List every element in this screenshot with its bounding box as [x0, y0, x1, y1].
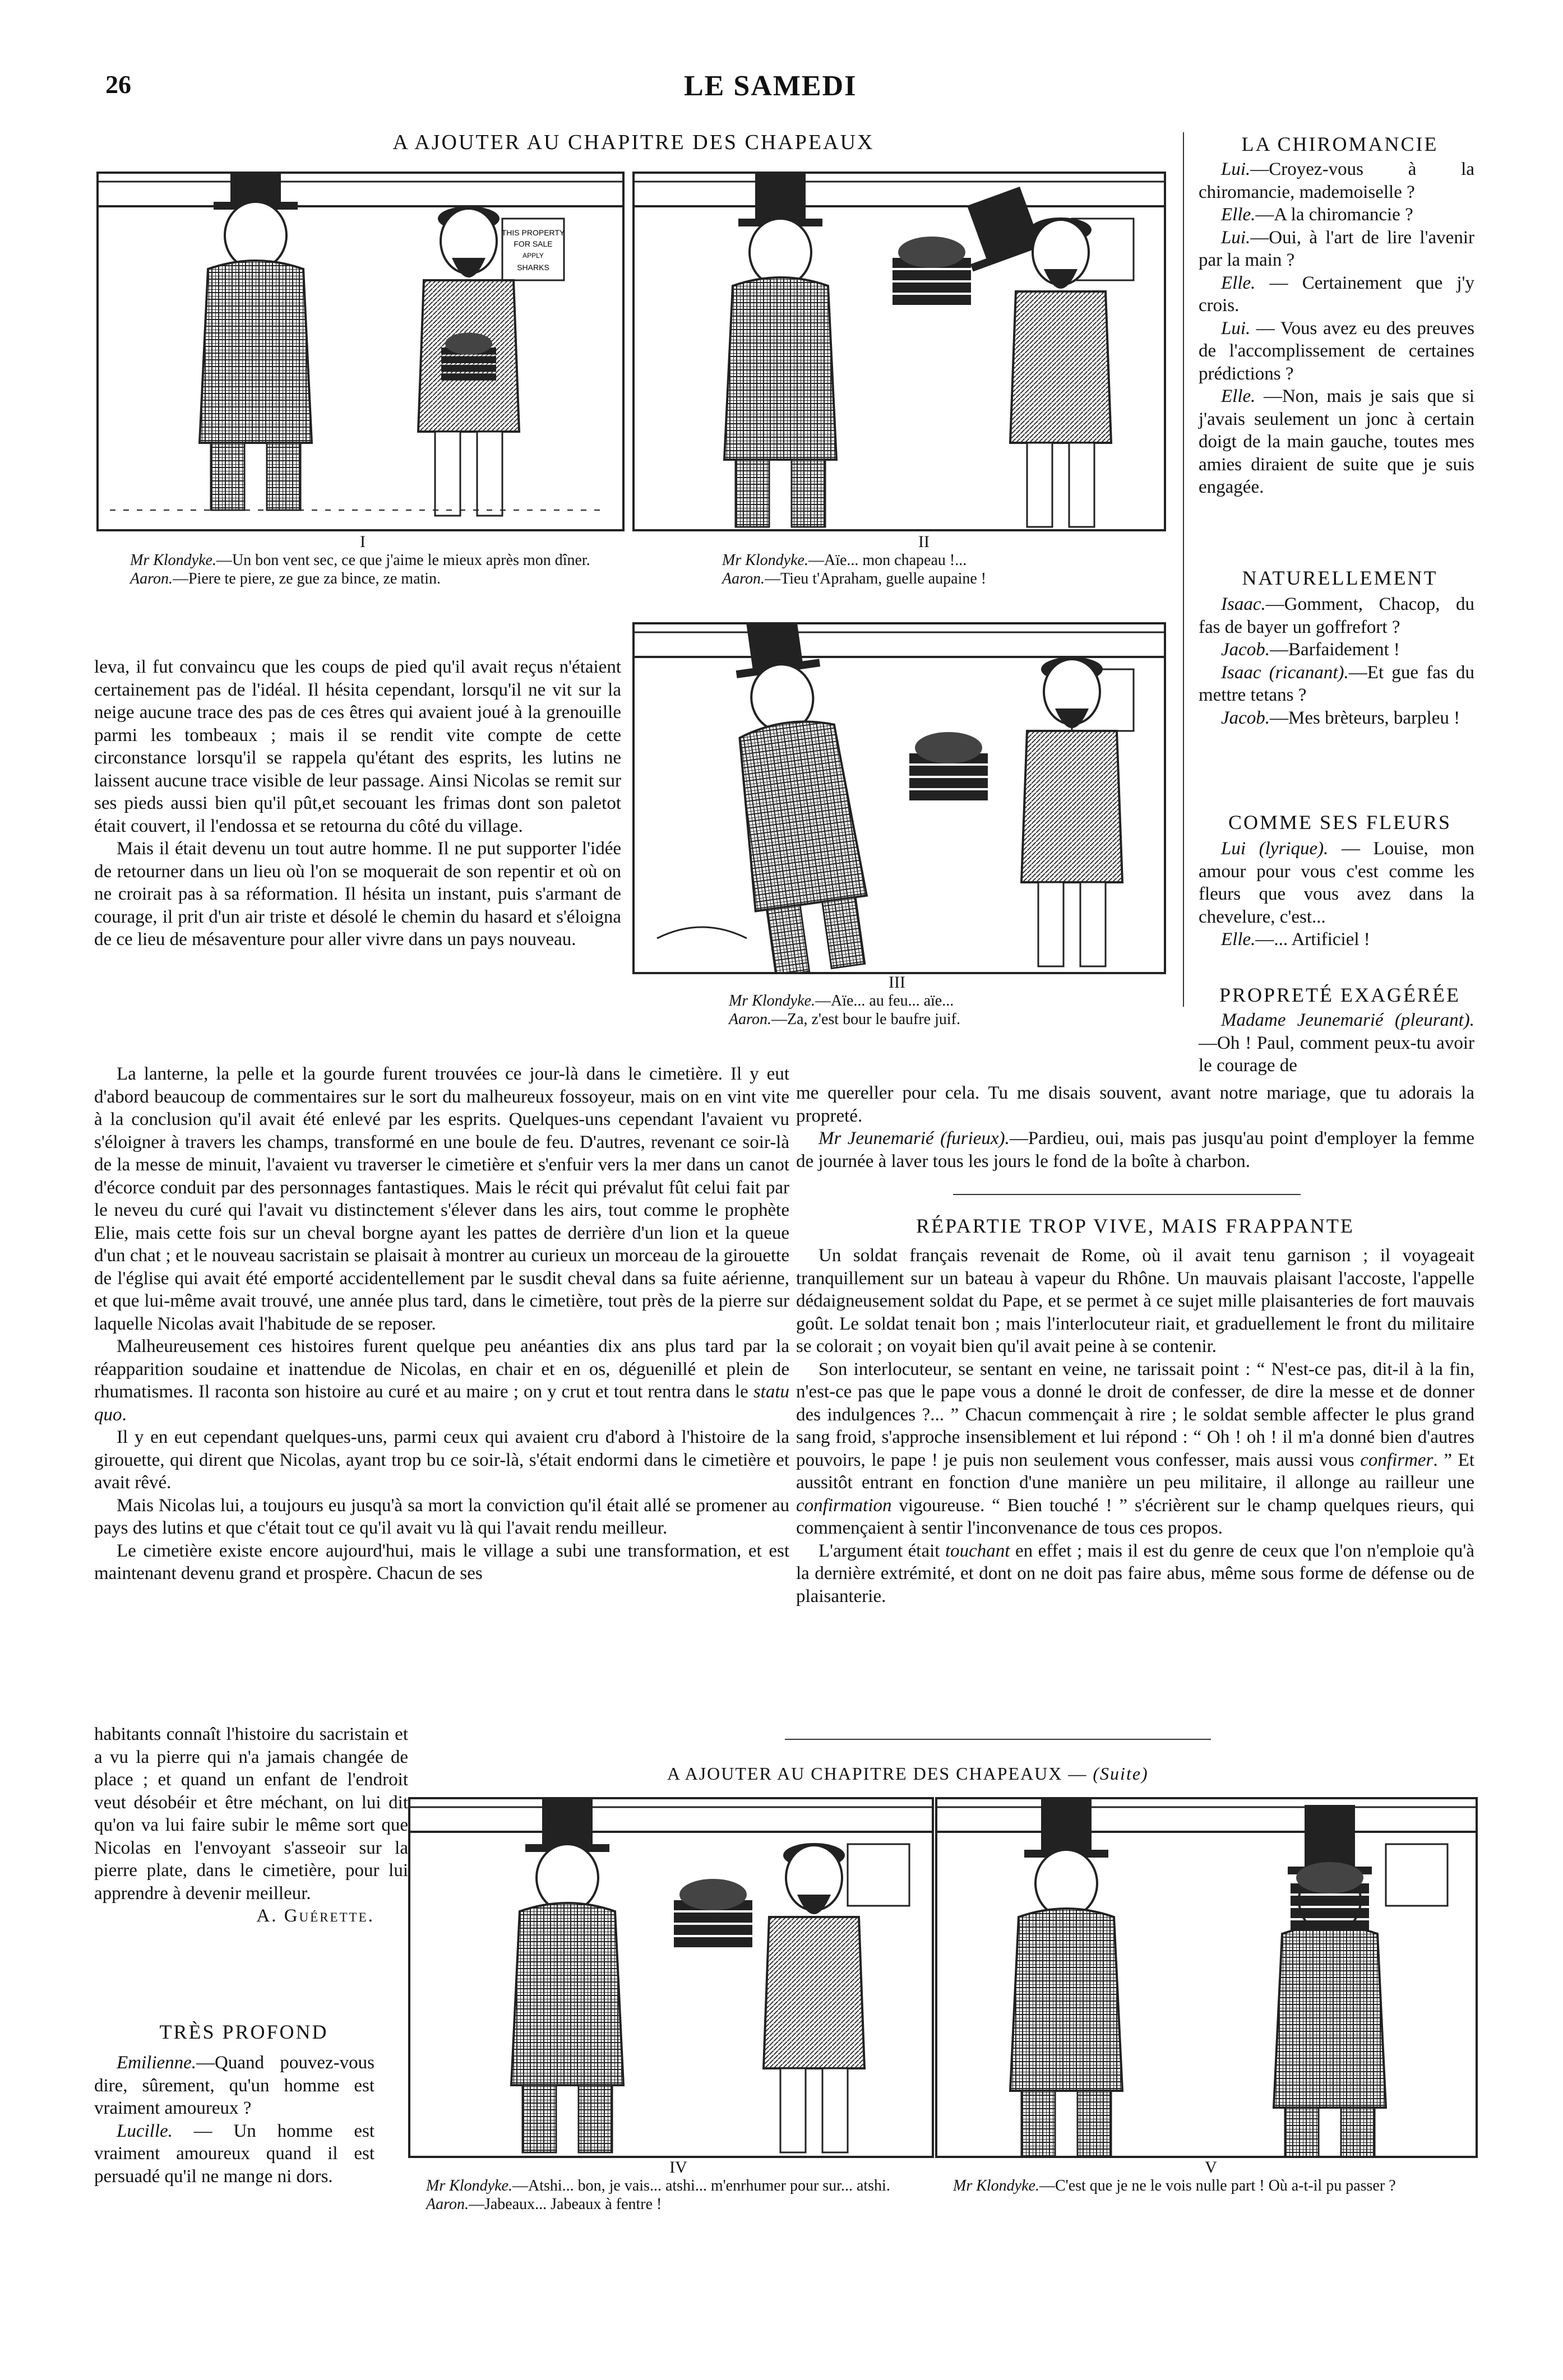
- cartoon-panel-3: [632, 622, 1166, 974]
- story-paragraph: Mais Nicolas lui, a toujours eu jusqu'à sa mort la conviction qu'il était allé se promener au pays des lutins et que c'était tout ce qu'il avait vu là qui l'avait rendu meilleur.: [94, 1495, 789, 1538]
- story-paragraph: leva, il fut convaincu que les coups de pied qu'il avait reçus n'étaient certainement pas de l'idéal. Il hésita cependant, lorsqu'il ne vit sur la neige aucune trace des pas de ces êtres qui avaient joué à la grenouille parmi les tombeaux ; mais il se rendit vite compte de cette circonstance lorsqu'il se rappela qu'étant des esprits, les lutins ne laissent aucune trace visible de leur passage. Ainsi Nicolas se remit sur ses pieds aussi bien qu'il pût,et secouant les frimas dont son paletot était couvert, il l'endossa et se retourna du côté du village.: [94, 657, 621, 836]
- story-paragraph: Il y en eut cependant quelques-uns, parmi ceux qui avaient cru d'abord à l'histoire de la girouette, qui dirent que Nicolas, ayant trop bu ce soir-là, s'était endormi dans le cimetière et avait rêvé.: [94, 1427, 789, 1493]
- tres-profond-text: Emilienne.—Quand pouvez-vous dire, sûrement, qu'un homme est vraiment amoureux ? Lucille. — Un homme est vraiment amoureux quand il est persuadé qu'il ne mange ni dors.: [94, 2053, 374, 2187]
- chiromancie-text: Lui.—Croyez-vous à la chiromancie, mademoiselle ? Elle.—A la chiromancie ? Lui.—Oui, à l'art de lire l'avenir par la main ? Elle. — Certainement que j'y crois. Lui. — Vous avez eu des preuves de l'accomplissement de certaines prédictions ? Elle. —Non, mais je sais que si j'avais seulement un jonc à certain doigt de la main gauche, toutes mes amies diraient de suite que je suis engagée.: [1199, 159, 1474, 497]
- story-paragraph: La lanterne, la pelle et la gourde furent trouvées ce jour-là dans le cimetière. Il y eut d'abord beaucoup de commentaires sur le sort du malheureux fossoyeur, mais on en vint vite à la conclusion qu'il avait été enlevé par les esprits. Quelques-uns cependant l'avaient vu s'éloigner à travers les champs, transformé en une boule de feu. D'autres, revenant ce soir-là de la messe de minuit, l'avaient vu traverser le cimetière et s'enfuir vers la mer dans un canot d'écorce conduit par des personnages fantastiques. Mais le récit qui prévalut fût celui fait par le neveu du curé qui l'avait vu distinctement s'élever dans les airs, tout comme le prophète Elie, mais cette fois sur un cheval borgne ayant les pattes de derrière d'un lion et la queue d'un chat ; et le nouveau sacristain se plaisait à montrer au curieux un morceau de la girouette de l'église qui avait été emporté accidentellement par le susdit cheval dans sa fuite aérienne, et que lui-même avait trouvé, une année plus tard, dans le cimetière, tout près de la pierre sur laquelle Nicolas avait l'habitude de se reposer.: [94, 1064, 789, 1334]
- repartie-text: Un soldat français revenait de Rome, où il avait tenu garnison ; il voyageait tranquillement sur un bateau à vapeur du Rhône. Un mauvais plaisant l'accoste, l'appelle dédaigneusement soldat du Pape, et se permet à ce sujet mille plaisanteries de fort mauvais goût. Le soldat tenait bon ; mais l'interlocuteur riait, et graduellement le front du militaire se colorait ; on voyait bien qu'il avait peine à se contenir. Son interlocuteur, se sentant en veine, ne tarissait point : “ N'est-ce pas, dit-il à la fin, n'est-ce pas que le pape vous a donné le droit de confesser, de dire la messe et de donner des indulgences ?... ” Chacun commençait à rire ; le soldat semble affecter le plus grand sang froid, s'approche insensiblement et lui répond : “ Oh ! oh ! il m'a donné bien d'autres pouvoirs, le pape ! je puis non seulement vous confesser, mais aussi vous confirmer. ” Et aussitôt entrant en fonction d'une manière un peu militaire, il allonge au railleur une confirmation vigoureuse. “ Bien touché ! ” s'écrièrent sur le champ quelques rieurs, qui commençaient à sentir l'inconvenance de tous ces propos. L'argument était touchant en effet ; mais il est du genre de ceux que l'on n'emploie qu'à la dernière extrémité, et dont on ne doit pas faire abus, même sous forme de défense ou de plaisanterie.: [796, 1245, 1474, 1606]
- story-signature: A. Guérette.: [256, 1906, 374, 1926]
- tres-profond-title: TRÈS PROFOND: [159, 2021, 329, 2043]
- proprete-text-b: me quereller pour cela. Tu me disais souvent, avant notre mariage, que tu adorais la propreté. Mr Jeunemarié (furieux).—Pardieu, oui, mais pas jusqu'au point d'employer la femme de journée à laver tous les jours le fond de la boîte à charbon.: [796, 1083, 1474, 1172]
- proprete-text-a: Madame Jeunemarié (pleurant).—Oh ! Paul, comment peux-tu avoir le courage de: [1199, 1010, 1474, 1076]
- cartoon-bottom-title: A AJOUTER AU CHAPITRE DES CHAPEAUX — (Suite): [667, 1763, 1149, 1784]
- story-column-3: [94, 1723, 408, 1928]
- story-paragraph: Malheureusement ces histoires furent quelque peu anéanties dix ans plus tard par la réapparition soudaine et inattendue de Nicolas, en chair et en os, déguenillé et plein de rhumatismes. Il raconta son histoire au curé et au maire ; on y crut et tout rentra dans le statu quo.: [94, 1336, 789, 1425]
- cartoon-panel-1: [96, 172, 625, 531]
- svg-text:SHARKS: SHARKS: [517, 263, 549, 272]
- repartie-title: RÉPARTIE TROP VIVE, MAIS FRAPPANTE: [916, 1215, 1354, 1237]
- story-paragraph: Le cimetière existe encore aujourd'hui, mais le village a subi une transformation, et est maintenant devenu grand et prospère. Chacun de ses: [94, 1540, 789, 1583]
- panel-5-caption: V Mr Klondyke.—C'est que je ne le vois nulle part ! Où a-t-il pu passer ?: [953, 2158, 1396, 2194]
- svg-text:THIS PROPERTY: THIS PROPERTY: [501, 228, 565, 237]
- story-paragraph: habitants connaît l'histoire du sacristain et a vu la pierre qui n'a jamais changée de place ; et quand un enfant de l'endroit veut désobéir et être méchant, on lui dit qu'on va lui faire subir le même sort que Nicolas en l'envoyant s'asseoir sur la pierre plate, dans le cimetière, pour lui apprendre à devenir meilleur.: [94, 1724, 408, 1904]
- panel-1-caption: I Mr Klondyke.—Un bon vent sec, ce que j'aime le mieux après mon dîner. Aaron.—Piere te piere, ze gue za bince, ze matin.: [130, 533, 590, 587]
- cartoon-panel-2: [632, 172, 1166, 531]
- journal-title: LE SAMEDI: [684, 70, 857, 102]
- panel-3-caption: III Mr Klondyke.—Aïe... au feu... aïe... Aaron.—Za, z'est bour le baufre juif.: [729, 973, 960, 1028]
- naturellement-text: Isaac.—Gomment, Chacop, du fas de bayer un goffrefort ? Jacob.—Barfaidement ! Isaac (ricanant).—Et gue fas du mettre tetans ? Jacob.—Mes brèteurs, barpleu !: [1199, 594, 1474, 728]
- chiromancie-title: LA CHIROMANCIE: [1241, 133, 1439, 155]
- cartoon-panel-5: [935, 1797, 1478, 2158]
- comme-ses-fleurs-title: COMME SES FLEURS: [1228, 811, 1452, 834]
- proprete-title: PROPRETÉ EXAGÉRÉE: [1219, 984, 1460, 1006]
- naturellement-title: NATURELLEMENT: [1242, 567, 1438, 589]
- cartoon-panel-4: [408, 1797, 934, 2158]
- cartoon-top-title: A AJOUTER AU CHAPITRE DES CHAPEAUX: [392, 131, 875, 154]
- story-paragraph: Mais il était devenu un tout autre homme. Il ne put supporter l'idée de retourner dans un lieu où l'on se moquerait de son repentir et où on ne croirait pas à sa réformation. Il hésita un instant, puis s'armant de courage, il prit d'un air triste et désolé le chemin du hasard et s'éloigna de ce lieu de mésaventure pour aller vivre dans un pays nouveau.: [94, 839, 621, 950]
- panel-2-caption: II Mr Klondyke.—Aïe... mon chapeau !... Aaron.—Tieu t'Apraham, guelle aupaine !: [722, 533, 987, 587]
- story-column-2: [94, 1063, 789, 1585]
- panel-4-caption: IV Mr Klondyke.—Atshi... bon, je vais... atshi... m'enrhumer pour sur... atshi. Aaron.—Jabeaux... Jabeaux à fentre !: [426, 2158, 890, 2213]
- svg-text:APPLY: APPLY: [522, 252, 544, 260]
- svg-text:FOR SALE: FOR SALE: [514, 239, 553, 248]
- story-column: [94, 656, 621, 951]
- page-number: 26: [105, 70, 131, 99]
- comme-ses-fleurs-text: Lui (lyrique). — Louise, mon amour pour vous c'est comme les fleurs que vous avez dans la chevelure, c'est... Elle.—... Artificiel !: [1199, 839, 1474, 950]
